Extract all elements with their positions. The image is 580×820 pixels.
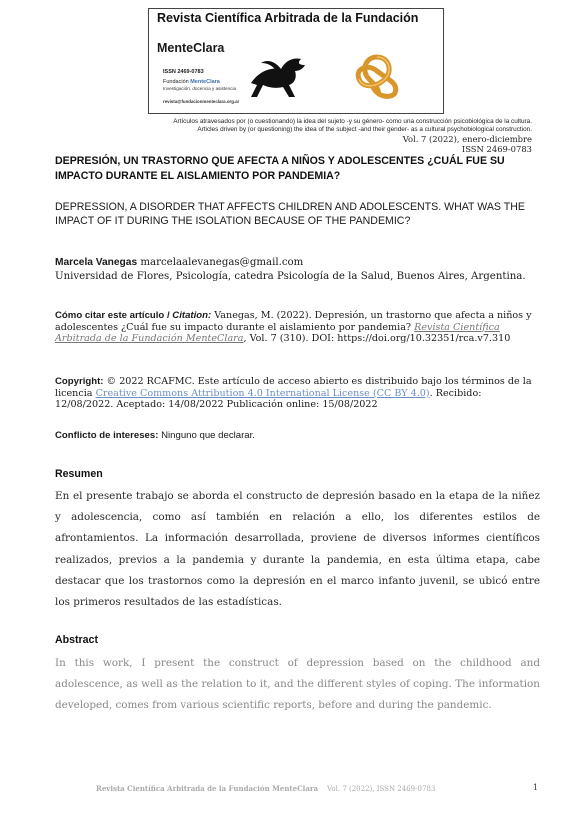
citation-label-es: Cómo citar este artículo /	[55, 310, 173, 321]
resumen-heading: Resumen	[55, 468, 103, 480]
journal-brand: MenteClara	[157, 41, 225, 55]
knot-logo-icon	[349, 49, 405, 101]
citation-journal-link[interactable]: Revista Científica Arbitrada de la Fundación MenteClara	[55, 321, 500, 345]
license-link[interactable]: Creative Commons Attribution 4.0 International License (CC BY 4.0)	[95, 387, 430, 399]
copyright-block	[55, 376, 540, 411]
copyright-label: Copyright:	[55, 376, 104, 387]
citation-block	[55, 310, 540, 345]
journal-header-logo	[148, 8, 444, 114]
tagline-es: Artículos atravesados por (o cuestionando) la idea del sujeto -y su género- como una construcción psicobiológica de la cultura.	[173, 118, 532, 125]
citation-text: Vanegas, M. (2022). Depresión, un trastorno que afecta a niños y adolescentes ¿Cuál fue su impacto durante el aislamiento por pandemia?	[55, 310, 532, 333]
horse-logo-icon	[245, 53, 315, 101]
article-title-en: DEPRESSION, A DISORDER THAT AFFECTS CHILDREN AND ADOLESCENTS. WHAT WAS THE IMPACT OF IT DURING THE ISOLATION BECAUSE OF THE PANDEMIC?	[55, 201, 525, 227]
journal-title: Revista Científica Arbitrada de la Fundación	[157, 11, 419, 25]
foundation-subtitle: Investigación, docencia y asistencia	[163, 86, 237, 91]
abstract-heading: Abstract	[55, 634, 98, 646]
author-block	[55, 256, 535, 284]
resumen-body: En el presente trabajo se aborda el constructo de depresión basado en la etapa de la niñez y adolescencia, como así también en relación a ello, los diferentes estilos de afrontamientos. La información desarrollada, proviene de diversos informes científicos realizados, previos a la pandemia y durante la pandemia, en esta última etapa, cabe destacar que los trastornos como la depresión en el marco infanto juvenil, se ubicó entre los primeros resultados de las estadísticas.	[55, 490, 540, 609]
article-title-es: DEPRESIÓN, UN TRASTORNO QUE AFECTA A NIÑOS Y ADOLESCENTES ¿CUÁL FUE SU IMPACTO DURANTE EL AISLAMIENTO POR PANDEMIA?	[55, 155, 505, 182]
volume-info: Vol. 7 (2022), enero-diciembre	[402, 134, 532, 144]
page-footer	[96, 784, 435, 793]
foundation-name: Fundación MenteClara	[163, 79, 220, 85]
page-number: 1	[533, 783, 539, 792]
conflict-label: Conflicto de intereses:	[55, 430, 159, 441]
footer-volume: Vol. 7 (2022), ISSN 2469-0783	[327, 785, 436, 793]
conflict-of-interest	[55, 430, 540, 441]
copyright-text: © 2022 RCAFMC. Este artículo de acceso abierto es distribuido bajo los términos de la licencia	[55, 376, 532, 399]
citation-doi: , Vol. 7 (310). DOI: https://doi.org/10.32351/rca.v7.310	[243, 333, 511, 345]
conflict-value: Ninguno que declarar.	[158, 430, 255, 441]
author-email: marcelaalevanegas@gmail.com	[140, 257, 304, 268]
author-name: Marcela Vanegas	[55, 257, 138, 268]
header-email: revista@fundacionmenteclara.org.ar	[163, 99, 240, 104]
tagline-en: Articles driven by (or questioning) the idea of the subject -and their gender- as a cultural psychobiological construction.	[197, 126, 532, 133]
footer-journal: Revista Científica Arbitrada de la Fundación MenteClara	[96, 784, 319, 793]
abstract-body: In this work, I present the construct of depression based on the childhood and adolescence, as well as the relation to it, and the different styles of coping. The information developed, comes from various scientific reports, before and during the pandemic.	[55, 657, 540, 712]
issn-info: ISSN 2469-0783	[461, 144, 532, 154]
copyright-dates: . Recibido: 12/08/2022. Aceptado: 14/08/2022 Publicación online: 15/08/2022	[55, 387, 482, 411]
header-issn: ISSN 2469-0783	[163, 69, 204, 75]
author-affiliation: Universidad de Flores, Psicología, catedra Psicología de la Salud, Buenos Aires, Argentina.	[55, 271, 526, 282]
citation-label-en: Citation:	[172, 310, 212, 321]
